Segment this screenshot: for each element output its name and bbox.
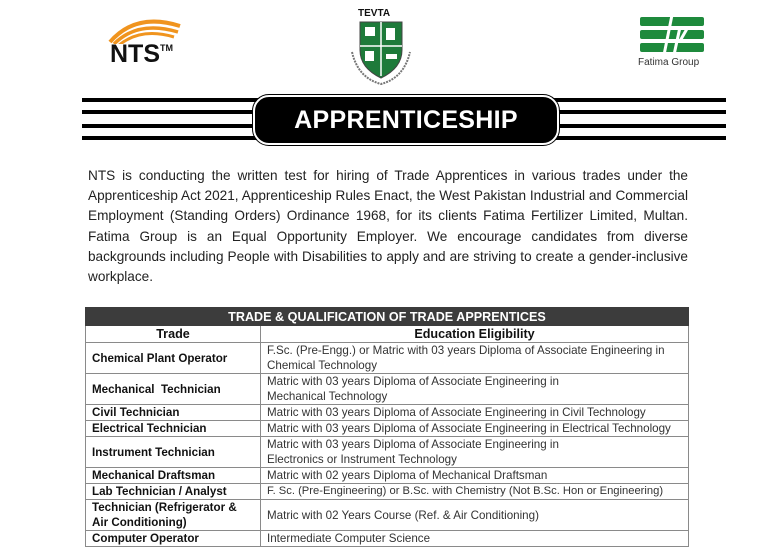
table-row — [86, 468, 689, 484]
education-cell: F. Sc. (Pre-Engineering) or B.Sc. with Chemistry (Not B.Sc. Hon or Engineering) — [261, 484, 689, 500]
table-row — [86, 405, 689, 421]
intro-paragraph: NTS is conducting the written test for hiring of Trade Apprentices in various trades under the Apprenticeship Act 2021, Apprenticeship Rules Enact, the West Pakistan Industrial and Commercial Employment (Standing Orders) Ordinance 1968, for its clients Fatima Fertilizer Limited, Multan. Fatima Group is an Equal Opportunity Employer. We encourage candidates from diverse backgrounds including People with Disabilities to apply and are striving to create a gender-inclusive workplace. — [88, 168, 688, 285]
table-row — [86, 374, 689, 405]
fatima-wordmark: Fatima Group — [638, 57, 700, 68]
education-cell: Matric with 02 years Diploma of Mechanical Draftsman — [261, 468, 689, 484]
table-row — [86, 484, 689, 500]
column-header-education: Education Eligibility — [261, 326, 689, 343]
trade-cell: Mechanical Draftsman — [86, 468, 261, 484]
trade-cell: Civil Technician — [86, 405, 261, 421]
fatima-mark-icon — [636, 15, 706, 55]
page-title: APPRENTICESHIP — [294, 105, 518, 134]
education-cell: Matric with 02 Years Course (Ref. & Air Conditioning) — [261, 500, 689, 531]
fatima-group-logo — [636, 15, 710, 73]
table-row — [86, 421, 689, 437]
table-row — [86, 531, 689, 547]
tevta-wordmark: TEVTA — [358, 8, 391, 19]
education-cell: Intermediate Computer Science — [261, 531, 689, 547]
banner — [253, 95, 559, 145]
trade-cell: Computer Operator — [86, 531, 261, 547]
trade-cell: Mechanical Technician — [86, 374, 261, 405]
education-cell: Matric with 03 years Diploma of Associate Engineering in Electrical Technology — [261, 421, 689, 437]
trade-cell: Electrical Technician — [86, 421, 261, 437]
trade-qualification-table — [85, 307, 689, 547]
education-cell: F.Sc. (Pre-Engg.) or Matric with 03 years Diploma of Associate Engineering in Chemical Technology — [261, 343, 689, 374]
trade-cell: Chemical Plant Operator — [86, 343, 261, 374]
nts-wordmark: NTS™ — [110, 40, 173, 68]
trade-cell: Instrument Technician — [86, 437, 261, 468]
table-row — [86, 500, 689, 531]
nts-logo — [100, 14, 200, 66]
education-cell: Matric with 03 years Diploma of Associate Engineering in Mechanical Technology — [261, 374, 689, 405]
column-header-trade: Trade — [86, 326, 261, 343]
table-row — [86, 343, 689, 374]
education-cell: Matric with 03 years Diploma of Associate Engineering in Civil Technology — [261, 405, 689, 421]
table-title: TRADE & QUALIFICATION OF TRADE APPRENTICES — [86, 308, 689, 326]
table-row — [86, 437, 689, 468]
tevta-shield-icon — [346, 8, 416, 86]
education-cell: Matric with 03 years Diploma of Associate Engineering in Electronics or Instrument Technology — [261, 437, 689, 468]
trade-cell: Lab Technician / Analyst — [86, 484, 261, 500]
trade-cell: Technician (Refrigerator & Air Conditioning) — [86, 500, 261, 531]
tevta-logo — [346, 8, 416, 86]
